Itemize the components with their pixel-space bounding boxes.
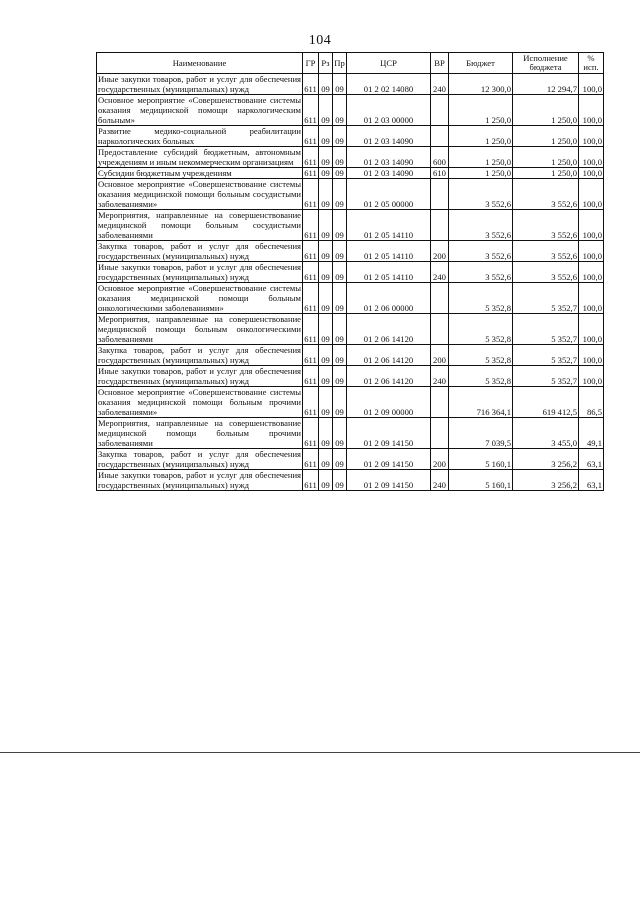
cell-vr: 200: [431, 449, 449, 470]
cell-vr: [431, 210, 449, 241]
cell-pr: 09: [333, 387, 347, 418]
cell-budget: 12 300,0: [449, 74, 513, 95]
cell-rz: 09: [319, 241, 333, 262]
header-rz: Рз: [319, 53, 333, 74]
cell-pr: 09: [333, 345, 347, 366]
cell-csr: 01 2 03 14090: [347, 126, 431, 147]
cell-execution: 3 256,2: [513, 470, 579, 491]
table-row: [97, 95, 604, 126]
cell-csr: 01 2 05 00000: [347, 179, 431, 210]
cell-pr: 09: [333, 314, 347, 345]
page-number: 104: [308, 33, 332, 48]
cell-name: Основное мероприятие «Совершенствование системы оказания медицинской помощи наркологическим больным»: [98, 95, 301, 125]
cell-budget: 5 352,8: [449, 314, 513, 345]
cell-execution: 3 455,0: [513, 418, 579, 449]
cell-name: Развитие медико-социальной реабилитации наркологических больных: [98, 126, 301, 146]
cell-name: Иные закупки товаров, работ и услуг для обеспечения государственных (муниципальных) нужд: [98, 470, 301, 490]
cell-gr: 611: [303, 210, 319, 241]
header-csr: ЦСР: [347, 53, 431, 74]
cell-csr: 01 2 09 14150: [347, 449, 431, 470]
cell-rz: 09: [319, 314, 333, 345]
cell-execution: 5 352,7: [513, 314, 579, 345]
cell-vr: 240: [431, 470, 449, 491]
table-row: [97, 210, 604, 241]
cell-pr: 09: [333, 418, 347, 449]
cell-csr: 01 2 05 14110: [347, 262, 431, 283]
cell-percent: 100,0: [579, 283, 604, 314]
header-execution: Исполнение бюджета: [513, 53, 579, 74]
cell-percent: 100,0: [579, 95, 604, 126]
cell-execution: 5 352,7: [513, 366, 579, 387]
cell-pr: 09: [333, 262, 347, 283]
table-row: [97, 366, 604, 387]
cell-gr: 611: [303, 95, 319, 126]
cell-budget: 3 552,6: [449, 241, 513, 262]
cell-gr: 611: [304, 168, 317, 178]
cell-rz: 09: [319, 418, 333, 449]
cell-vr: 610: [431, 168, 449, 179]
footer-divider: [0, 752, 640, 753]
cell-budget: 1 250,0: [449, 147, 513, 168]
cell-gr: 611: [303, 345, 319, 366]
cell-execution: 3 552,6: [513, 241, 579, 262]
table-row: [97, 74, 604, 95]
cell-rz: 09: [319, 74, 333, 95]
cell-gr: 611: [303, 418, 319, 449]
cell-rz: 09: [319, 262, 333, 283]
cell-percent: 100,0: [579, 179, 604, 210]
cell-csr: 01 2 09 14150: [347, 418, 431, 449]
table-row: [97, 168, 604, 179]
cell-budget: 5 352,8: [449, 366, 513, 387]
cell-csr: 01 2 06 00000: [347, 283, 431, 314]
cell-name: Иные закупки товаров, работ и услуг для обеспечения государственных (муниципальных) нужд: [98, 366, 301, 386]
cell-name: Иные закупки товаров, работ и услуг для обеспечения государственных (муниципальных) нужд: [98, 74, 301, 94]
cell-execution: 1 250,0: [513, 147, 579, 168]
cell-percent: 100,0: [579, 74, 604, 95]
cell-gr: 611: [303, 147, 319, 168]
cell-vr: 200: [431, 241, 449, 262]
cell-percent: 100,0: [579, 126, 604, 147]
cell-budget: 1 250,0: [449, 95, 513, 126]
cell-name: Закупка товаров, работ и услуг для обеспечения государственных (муниципальных) нужд: [98, 241, 301, 261]
cell-rz: 09: [319, 179, 333, 210]
cell-budget: 3 552,6: [449, 262, 513, 283]
table-row: [97, 147, 604, 168]
cell-name: Субсидии бюджетным учреждениям: [97, 168, 303, 179]
table-row: [97, 314, 604, 345]
budget-execution-table: [96, 52, 604, 491]
cell-percent: 100,0: [579, 147, 604, 168]
cell-name: Мероприятия, направленные на совершенствование медицинской помощи больным сосудистыми заболеваниями: [98, 210, 301, 240]
cell-pr: 09: [333, 470, 347, 491]
cell-gr: 611: [303, 126, 319, 147]
cell-percent: 100,0: [579, 241, 604, 262]
cell-budget: 716 364,1: [449, 387, 513, 418]
cell-pr: 09: [333, 210, 347, 241]
cell-budget: 7 039,5: [449, 418, 513, 449]
cell-pr: 09: [333, 449, 347, 470]
cell-name: Закупка товаров, работ и услуг для обеспечения государственных (муниципальных) нужд: [98, 345, 301, 365]
cell-vr: [431, 126, 449, 147]
cell-gr: 611: [303, 470, 319, 491]
cell-vr: [431, 95, 449, 126]
cell-execution: 12 294,7: [513, 74, 579, 95]
cell-rz: 09: [319, 387, 333, 418]
cell-name: Основное мероприятие «Совершенствование системы оказания медицинской помощи больным сосудистыми заболеваниями»: [98, 179, 301, 209]
header-pr: Пр: [333, 53, 347, 74]
cell-rz: 09: [319, 210, 333, 241]
cell-rz: 09: [319, 449, 333, 470]
cell-budget: 5 352,8: [449, 345, 513, 366]
cell-budget: 3 552,6: [449, 210, 513, 241]
cell-gr: 611: [303, 314, 319, 345]
cell-rz: 09: [319, 345, 333, 366]
cell-csr: 01 2 06 14120: [347, 345, 431, 366]
cell-vr: [431, 418, 449, 449]
cell-name: Основное мероприятие «Совершенствование системы оказания медицинской помощи больным прочими заболеваниями»: [98, 387, 301, 417]
table-row: [97, 449, 604, 470]
cell-csr: 01 2 03 14090: [347, 147, 431, 168]
cell-pr: 09: [333, 95, 347, 126]
cell-pr: 09: [333, 179, 347, 210]
cell-name: Предоставление субсидий бюджетным, автономным учреждениям и иным некоммерческим организациям: [98, 147, 301, 167]
cell-percent: 100,0: [579, 210, 604, 241]
cell-vr: 240: [431, 366, 449, 387]
table-row: [97, 241, 604, 262]
cell-percent: 63,1: [579, 470, 604, 491]
cell-pr: 09: [333, 126, 347, 147]
cell-percent: 100,0: [579, 314, 604, 345]
cell-execution: 3 552,6: [513, 179, 579, 210]
cell-gr: 611: [303, 283, 319, 314]
cell-execution: 1 250,0: [513, 168, 579, 179]
cell-vr: [431, 387, 449, 418]
cell-pr: 09: [333, 168, 347, 179]
header-budget: Бюджет: [449, 53, 513, 74]
cell-csr: 01 2 09 00000: [347, 387, 431, 418]
cell-csr: 01 2 05 14110: [347, 241, 431, 262]
cell-vr: [431, 283, 449, 314]
cell-csr: 01 2 02 14080: [347, 74, 431, 95]
cell-vr: [431, 179, 449, 210]
cell-percent: 100,0: [579, 366, 604, 387]
cell-pr: 09: [333, 147, 347, 168]
cell-rz: 09: [319, 366, 333, 387]
cell-rz: 09: [319, 95, 333, 126]
cell-execution: 5 352,7: [513, 345, 579, 366]
cell-vr: 240: [431, 74, 449, 95]
cell-name: Иные закупки товаров, работ и услуг для обеспечения государственных (муниципальных) нужд: [98, 262, 301, 282]
cell-name: Мероприятия, направленные на совершенствование медицинской помощи больным прочими заболеваниями: [98, 418, 301, 448]
cell-rz: 09: [319, 470, 333, 491]
table-row: [97, 345, 604, 366]
cell-vr: 240: [431, 262, 449, 283]
cell-csr: 01 2 09 14150: [347, 470, 431, 491]
cell-budget: 5 352,8: [449, 283, 513, 314]
cell-vr: 200: [431, 345, 449, 366]
cell-budget: 5 160,1: [449, 449, 513, 470]
cell-execution: 5 352,7: [513, 283, 579, 314]
table-row: [97, 262, 604, 283]
cell-percent: 100,0: [579, 345, 604, 366]
cell-csr: 01 2 03 14090: [347, 168, 431, 179]
table-row: [97, 387, 604, 418]
table-row: [97, 283, 604, 314]
cell-gr: 611: [303, 449, 319, 470]
cell-budget: 3 552,6: [449, 179, 513, 210]
cell-csr: 01 2 06 14120: [347, 314, 431, 345]
cell-percent: 63,1: [579, 449, 604, 470]
table-row: [97, 179, 604, 210]
cell-vr: [431, 314, 449, 345]
table-body: [97, 74, 604, 491]
cell-pr: 09: [333, 241, 347, 262]
cell-percent: 100,0: [579, 262, 604, 283]
cell-percent: 86,5: [579, 387, 604, 418]
cell-gr: 611: [303, 179, 319, 210]
cell-execution: 1 250,0: [513, 126, 579, 147]
cell-name: Основное мероприятие «Совершенствование системы оказания медицинской помощи больным онкологическими заболеваниями»: [98, 283, 301, 313]
cell-percent: 49,1: [579, 418, 604, 449]
cell-rz: 09: [319, 283, 333, 314]
table-row: [97, 126, 604, 147]
table-row: [97, 470, 604, 491]
cell-budget: 1 250,0: [449, 168, 513, 179]
cell-pr: 09: [333, 366, 347, 387]
cell-name: Закупка товаров, работ и услуг для обеспечения государственных (муниципальных) нужд: [98, 449, 301, 469]
cell-csr: 01 2 05 14110: [347, 210, 431, 241]
cell-rz: 09: [319, 126, 333, 147]
cell-rz: 09: [319, 147, 333, 168]
cell-vr: 600: [431, 147, 449, 168]
cell-execution: 3 552,6: [513, 210, 579, 241]
cell-gr: 611: [303, 241, 319, 262]
header-name: Наименование: [97, 53, 303, 74]
cell-execution: 3 552,6: [513, 262, 579, 283]
cell-gr: 611: [303, 262, 319, 283]
cell-percent: 100,0: [579, 168, 604, 179]
cell-pr: 09: [333, 283, 347, 314]
header-vr: ВР: [431, 53, 449, 74]
header-gr: ГР: [303, 53, 319, 74]
cell-budget: 1 250,0: [449, 126, 513, 147]
cell-execution: 1 250,0: [513, 95, 579, 126]
cell-csr: 01 2 03 00000: [347, 95, 431, 126]
cell-execution: 619 412,5: [513, 387, 579, 418]
cell-name: Мероприятия, направленные на совершенствование медицинской помощи больным онкологическими заболеваниями: [98, 314, 301, 344]
cell-execution: 3 256,2: [513, 449, 579, 470]
cell-gr: 611: [303, 74, 319, 95]
cell-csr: 01 2 06 14120: [347, 366, 431, 387]
header-percent: % исп.: [579, 53, 604, 74]
cell-gr: 611: [303, 366, 319, 387]
cell-rz: 09: [319, 168, 333, 179]
cell-gr: 611: [303, 387, 319, 418]
table-row: [97, 418, 604, 449]
cell-pr: 09: [333, 74, 347, 95]
cell-budget: 5 160,1: [449, 470, 513, 491]
table-header-row: [97, 53, 604, 74]
